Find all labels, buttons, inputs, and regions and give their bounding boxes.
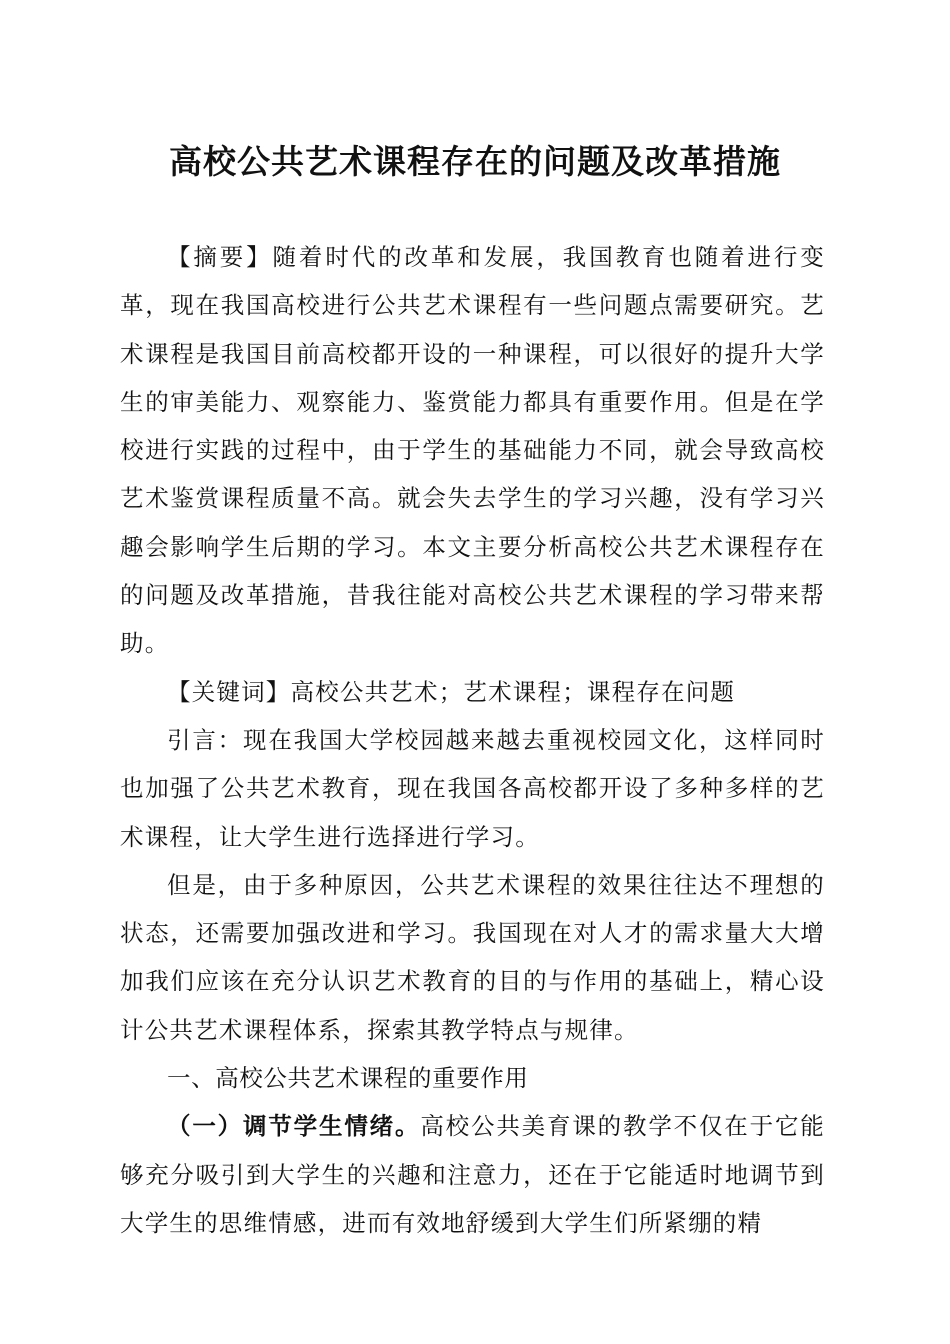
section-heading: 一、高校公共艺术课程的重要作用 (167, 1064, 529, 1093)
intro-paragraph: 引言：现在我国大学校园越来越去重视校园文化，这样同时也加强了公共艺术教育，现在我国各高校都开设了多种多样的艺术课程，让大学生进行选择进行学习。 (120, 725, 825, 851)
subsection-paragraph (120, 1102, 825, 1247)
abstract-paragraph: 【摘要】随着时代的改革和发展，我国教育也随着进行变革，现在我国高校进行公共艺术课程有一些问题点需要研究。艺术课程是我国目前高校都开设的一种课程，可以很好的提升大学生的审美能力、观察能力、鉴赏能力都具有重要作用。但是在学校进行实践的过程中，由于学生的基础能力不同，就会导致高校艺术鉴赏课程质量不高。就会失去学生的学习兴趣，没有学习兴趣会影响学生后期的学习。本文主要分析高校公共艺术课程存在的问题及改革措施，昔我往能对高校公共艺术课程的学习带来帮助。 (120, 243, 825, 658)
body-paragraph: 但是，由于多种原因，公共艺术课程的效果往往达不理想的状态，还需要加强改进和学习。我国现在对人才的需求量大大增加我们应该在充分认识艺术教育的目的与作用的基础上，精心设计公共艺术课程体系，探索其教学特点与规律。 (120, 870, 825, 1044)
subsection-text: 高校公共美育课的教学不仅在于它能够充分吸引到大学生的兴趣和注意力，还在于它能适时地调节到大学生的思维情感，进而有效地舒缓到大学生们所紧绷的精 (120, 1112, 826, 1237)
document-title: 高校公共艺术课程存在的问题及改革措施 (169, 142, 781, 181)
keywords-paragraph: 【关键词】高校公共艺术；艺术课程；课程存在问题 (167, 677, 736, 706)
document-body (120, 233, 825, 1247)
subsection-heading: （一）调节学生情绪。 (167, 1112, 421, 1141)
